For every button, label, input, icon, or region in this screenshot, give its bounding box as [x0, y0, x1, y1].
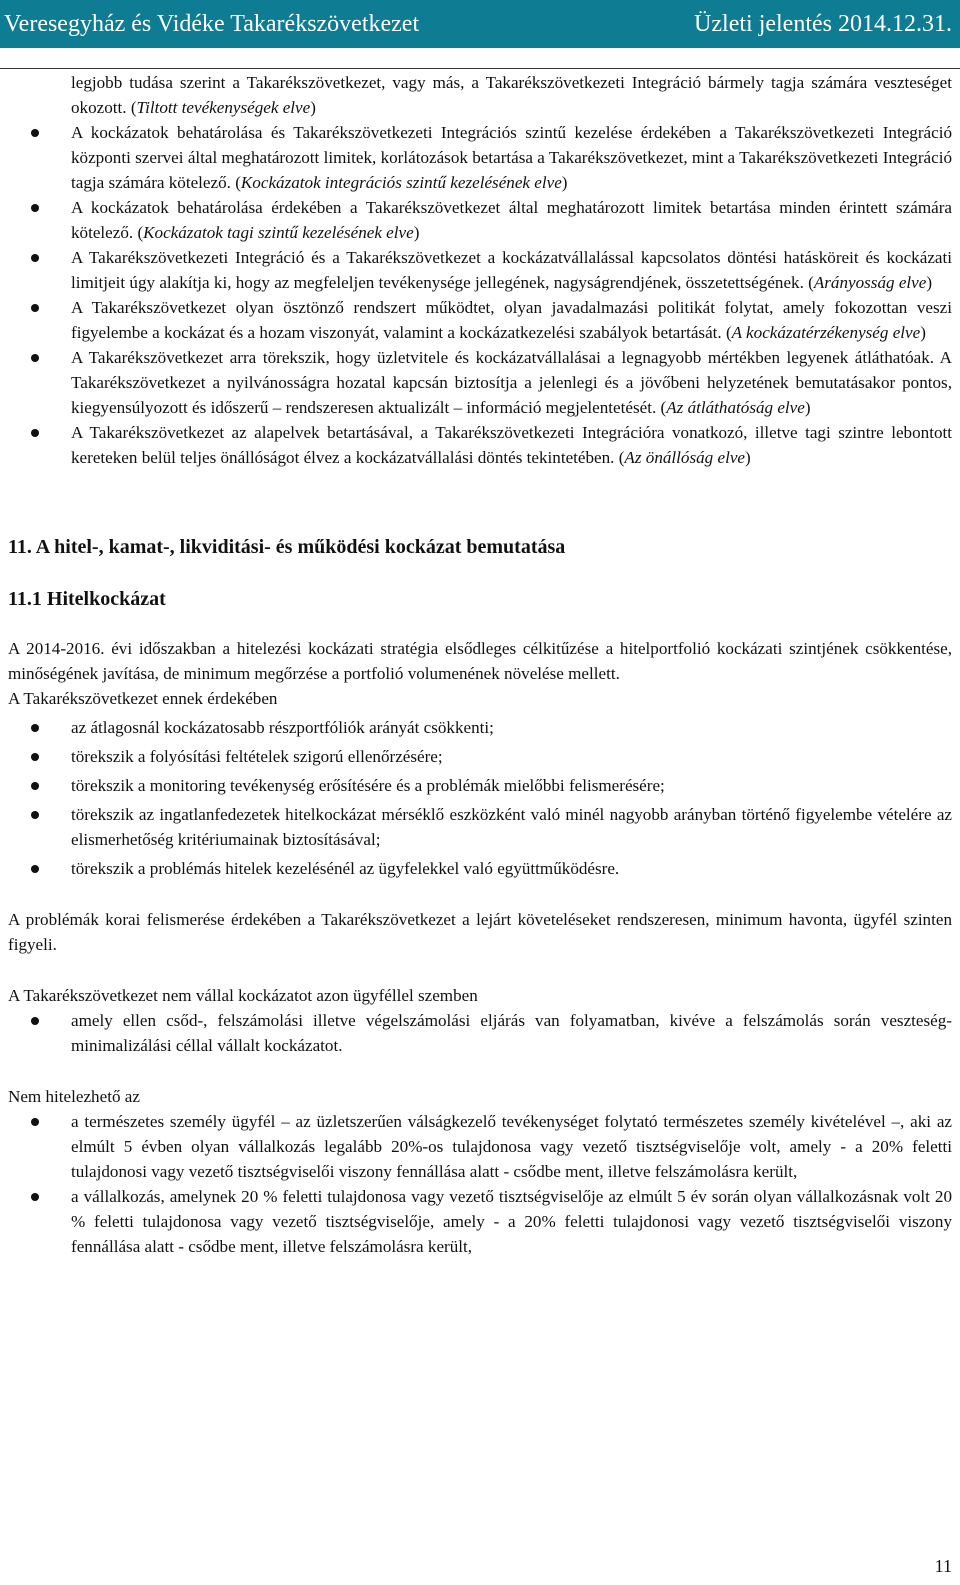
bullet-icon [31, 724, 39, 732]
section-heading: 11. A hitel-, kamat-, likviditási- és működési kockázat bemutatása [8, 536, 566, 558]
document-body [8, 70, 952, 1259]
measures-list [8, 715, 952, 881]
bullet-icon [31, 254, 39, 262]
bullet-icon [31, 1118, 39, 1126]
list-item: A kockázatok behatárolása érdekében a Takarékszövetkezet által meghatározott limitek betartása minden érintett számára kötelező. (Kockázatok tagi szintű kezelésének elve) [8, 195, 952, 245]
list-item: törekszik a monitoring tevékenység erősítésére és a problémák mielőbbi felismerésére; [8, 773, 952, 798]
bullet-icon [31, 1193, 39, 1201]
bullet-icon [31, 865, 39, 873]
bullet-icon [31, 753, 39, 761]
list-item: az átlagosnál kockázatosabb részportfóliók arányát csökkenti; [8, 715, 952, 740]
subsection-heading: 11.1 Hitelkockázat [8, 588, 166, 610]
no-risk-list [8, 1008, 952, 1058]
bullet-icon [31, 1017, 39, 1025]
header-rule [0, 68, 960, 69]
strategy-paragraph: A 2014-2016. évi időszakban a hitelezési kockázati stratégia elsődleges célkitűzése a hitelportfolió kockázati szintjének csökkentése, minőségének javítása, de minimum megőrzése a portfolió volumenének növelése mellett. [8, 639, 952, 683]
list-item: A Takarékszövetkezet olyan ösztönző rendszert működtet, olyan javadalmazási politikát folytat, amely fokozottan veszi figyelembe a kockázat és a hozam viszonyát, valamint a kockázatkezelési szabályok betartását. (A kockázatérzékenység elve) [8, 295, 952, 345]
list-item: amely ellen csőd-, felszámolási illetve végelszámolási eljárás van folyamatban, kivéve a felszámolás során veszteség-minimalizálási céllal vállalt kockázatot. [8, 1008, 952, 1058]
list-item: törekszik a problémás hitelek kezelésénél az ügyfelekkel való együttműködésre. [8, 856, 952, 881]
list-item: törekszik az ingatlanfedezetek hitelkockázat mérséklő eszközként való minél nagyobb arányban történő figyelembe vételére az elismerhetőség kritériumainak biztosításával; [8, 802, 952, 852]
bullet-icon [31, 304, 39, 312]
header-report-title: Üzleti jelentés 2014.12.31. [694, 11, 952, 37]
not-creditable-intro: Nem hitelezhető az [8, 1087, 140, 1106]
bullet-icon [31, 204, 39, 212]
page-header [0, 0, 960, 48]
page-number: 11 [934, 1556, 952, 1576]
principles-list [8, 70, 952, 470]
list-item: A Takarékszövetkezet az alapelvek betartásával, a Takarékszövetkezeti Integrációra vonatkozó, illetve tagi szintre lebontott kereteken belül teljes önállóságot élvez a kockázatvállalási döntés tekintetében. (Az önállóság elve) [8, 420, 952, 470]
bullet-icon [31, 811, 39, 819]
header-institution-name: Veresegyház és Vidéke Takarékszövetkezet [4, 11, 420, 37]
no-risk-intro: A Takarékszövetkezet nem vállal kockázatot azon ügyféllel szemben [8, 986, 478, 1005]
list-item: a vállalkozás, amelynek 20 % feletti tulajdonosa vagy vezető tisztségviselője az elmúlt 5 év során olyan vállalkozásnak volt 20 % feletti tulajdonosa vagy vezető tisztségviselője, amely - a 20% feletti tulajdonosi vagy vezető tisztségviselői viszony fennállása alatt - csődbe ment, illetve felszámolásra került, [8, 1184, 952, 1259]
bullet-icon [31, 782, 39, 790]
not-creditable-list [8, 1109, 952, 1259]
list-item: törekszik a folyósítási feltételek szigorú ellenőrzésére; [8, 744, 952, 769]
list-item: a természetes személy ügyfél – az üzletszerűen válságkezelő tevékenységet folytató természetes személy kivételével –, aki az elmúlt 5 évben olyan vállalkozás legalább 20%-os tulajdonosa vagy vezető tisztségviselője volt, amely - a 20% feletti tulajdonosi vagy vezető tisztségviselői viszony fennállása alatt - csődbe ment, illetve felszámolásra került, [8, 1109, 952, 1184]
list-item: A Takarékszövetkezet arra törekszik, hogy üzletvitele és kockázatvállalásai a legnagyobb mértékben legyenek átláthatóak. A Takarékszövetkezet a nyilvánosságra hozatal kapcsán biztosítja a jelenlegi és a jövőbeni helyzetének bemutatásakor pontos, kiegyensúlyozott és időszerű – rendszeresen aktualizált – információ megjelentetését. (Az átláthatóság elve) [8, 345, 952, 420]
bullet-icon [31, 354, 39, 362]
list-item: A kockázatok behatárolása és Takarékszövetkezeti Integrációs szintű kezelése érdekében a Takarékszövetkezeti Integráció központi szervei által meghatározott limitek, korlátozások betartása a Takarékszövetkezet, mint a Takarékszövetkezeti Integráció tagja számára kötelező. (Kockázatok integrációs szintű kezelésének elve) [8, 120, 952, 195]
bullet-icon [31, 429, 39, 437]
list-item: A Takarékszövetkezeti Integráció és a Takarékszövetkezet a kockázatvállalással kapcsolatos döntési hatásköreit és kockázati limitjeit úgy alakítja ki, hogy az megfeleljen tevékenysége jellegének, nagyságrendjének, összetettségének. (Arányosság elve) [8, 245, 952, 295]
early-detection-paragraph: A problémák korai felismerése érdekében a Takarékszövetkezet a lejárt követeléseket rendszeresen, minimum havonta, ügyfél szinten figyeli. [8, 910, 952, 954]
measures-intro: A Takarékszövetkezet ennek érdekében [8, 689, 278, 708]
intro-continuation: legjobb tudása szerint a Takarékszövetkezet, vagy más, a Takarékszövetkezeti Integráció bármely tagja számára veszteséget okozott. (Tiltott tevékenységek elve) [71, 73, 952, 117]
bullet-icon [31, 129, 39, 137]
